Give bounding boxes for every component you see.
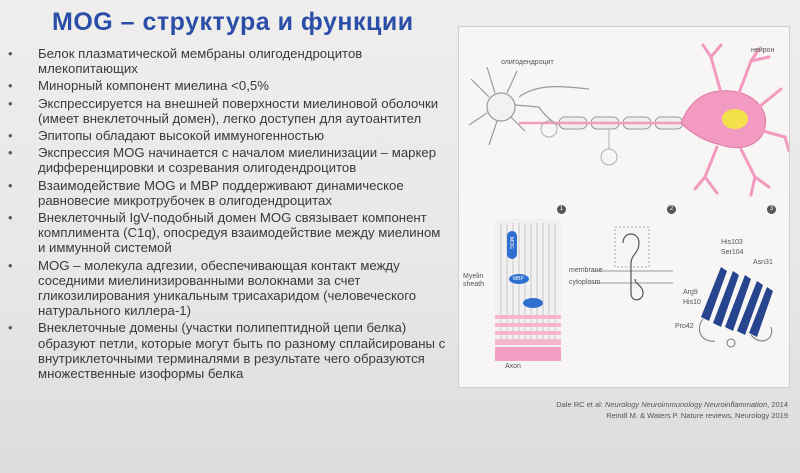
residue-label: Ser104: [721, 249, 744, 256]
bullet-item: [8, 145, 448, 175]
cytoplasm-label: cytoplasm: [569, 279, 601, 286]
residue-label: Pro42: [675, 323, 694, 330]
bullet-text: Эпитопы обладают высокой иммуногенностью: [38, 128, 325, 144]
bullet-list: [8, 46, 448, 383]
membrane-topology-diagram: [593, 223, 673, 333]
citation-authors: Dale RC et al:: [556, 400, 605, 409]
citation-line-1: [520, 399, 788, 410]
bullet-text: Экспрессируется на внешней поверхности миелиновой оболочки (имеет внеклеточный домен), легко доступен для аутоантител: [38, 95, 439, 126]
bullet-dot-icon: •: [8, 320, 13, 336]
bullet-item: [8, 320, 448, 381]
bullet-dot-icon: •: [8, 95, 13, 111]
residue-label: His103: [721, 239, 743, 246]
residue-label: Arg9: [683, 289, 698, 296]
oligodendrocyte-label: олигодендроцит: [501, 59, 554, 66]
bullet-dot-icon: •: [8, 145, 13, 161]
bullet-dot-icon: •: [8, 177, 13, 193]
bullet-text: MOG – молекула адгезии, обеспечивающая контакт между соседними миелинизированными волокнами за счет гликозилирования уникальным трисахаридом (человеческого натурального киллера-1): [38, 257, 417, 319]
panel-number-2: 2: [667, 205, 676, 214]
axon-label: Axon: [505, 363, 521, 370]
neuron-label: нейрон: [751, 47, 775, 54]
bullet-item: [8, 258, 448, 319]
bullet-dot-icon: •: [8, 46, 13, 61]
neuron-illustration: [459, 27, 789, 202]
bullet-item: [8, 96, 448, 126]
residue-label: His10: [683, 299, 701, 306]
citation-year: , 2014: [767, 400, 788, 409]
bullet-item: [8, 78, 448, 93]
bullet-dot-icon: •: [8, 210, 13, 226]
mog-label: MOG: [508, 237, 514, 249]
bullet-text: Взаимодействие MOG и MBP поддерживают динамическое равновесие микротрубочек в олигодендроцитах: [38, 177, 404, 208]
bullet-text: Минорный компонент миелина <0,5%: [38, 78, 269, 94]
myelin-sheath-label: Myelin sheath: [463, 273, 485, 288]
bullet-item: [8, 178, 448, 208]
bullet-item: [8, 46, 448, 76]
bullet-dot-icon: •: [8, 78, 13, 94]
mbp-label: MBP: [513, 276, 524, 282]
panel-number-1: 1: [557, 205, 566, 214]
slide-title: MOG – структура и функции: [52, 8, 414, 36]
bullet-item: [8, 210, 448, 256]
bullet-text: Экспрессия MOG начинается с началом миелинизации – маркер дифференцировки и созревания олигодендроцитов: [38, 145, 437, 176]
residue-label: Asn31: [753, 259, 773, 266]
bullet-item: [8, 128, 448, 143]
membrane-label: membrane: [569, 267, 603, 274]
bullet-dot-icon: •: [8, 257, 13, 273]
bullet-text: Белок плазматической мембраны олигодендроцитов млекопитающих: [38, 46, 363, 77]
bullet-text: Внеклеточные домены (участки полипептидной цепи белка) образуют петли, которые могут быть по разному сплайсированы с внутриклеточными терминалями в результате чего образуются множественные изоформы белка: [38, 320, 446, 382]
panel-number-3: 3: [767, 205, 776, 214]
bullet-text: Внеклеточный IgV-подобный домен MOG связывает компонент комплимента (C1q), опосредуя взаимодействие между миелином и иммунной системой: [38, 210, 441, 256]
citation-journal: Neurology Neuroimmunology Neuroinflammation: [604, 400, 768, 409]
citation-line-2: Reindl M. & Waters P. Nature reviews, Neurology 2019: [606, 411, 788, 420]
mog-figure: [458, 26, 790, 388]
bullet-dot-icon: •: [8, 128, 13, 144]
citation: [520, 399, 788, 421]
